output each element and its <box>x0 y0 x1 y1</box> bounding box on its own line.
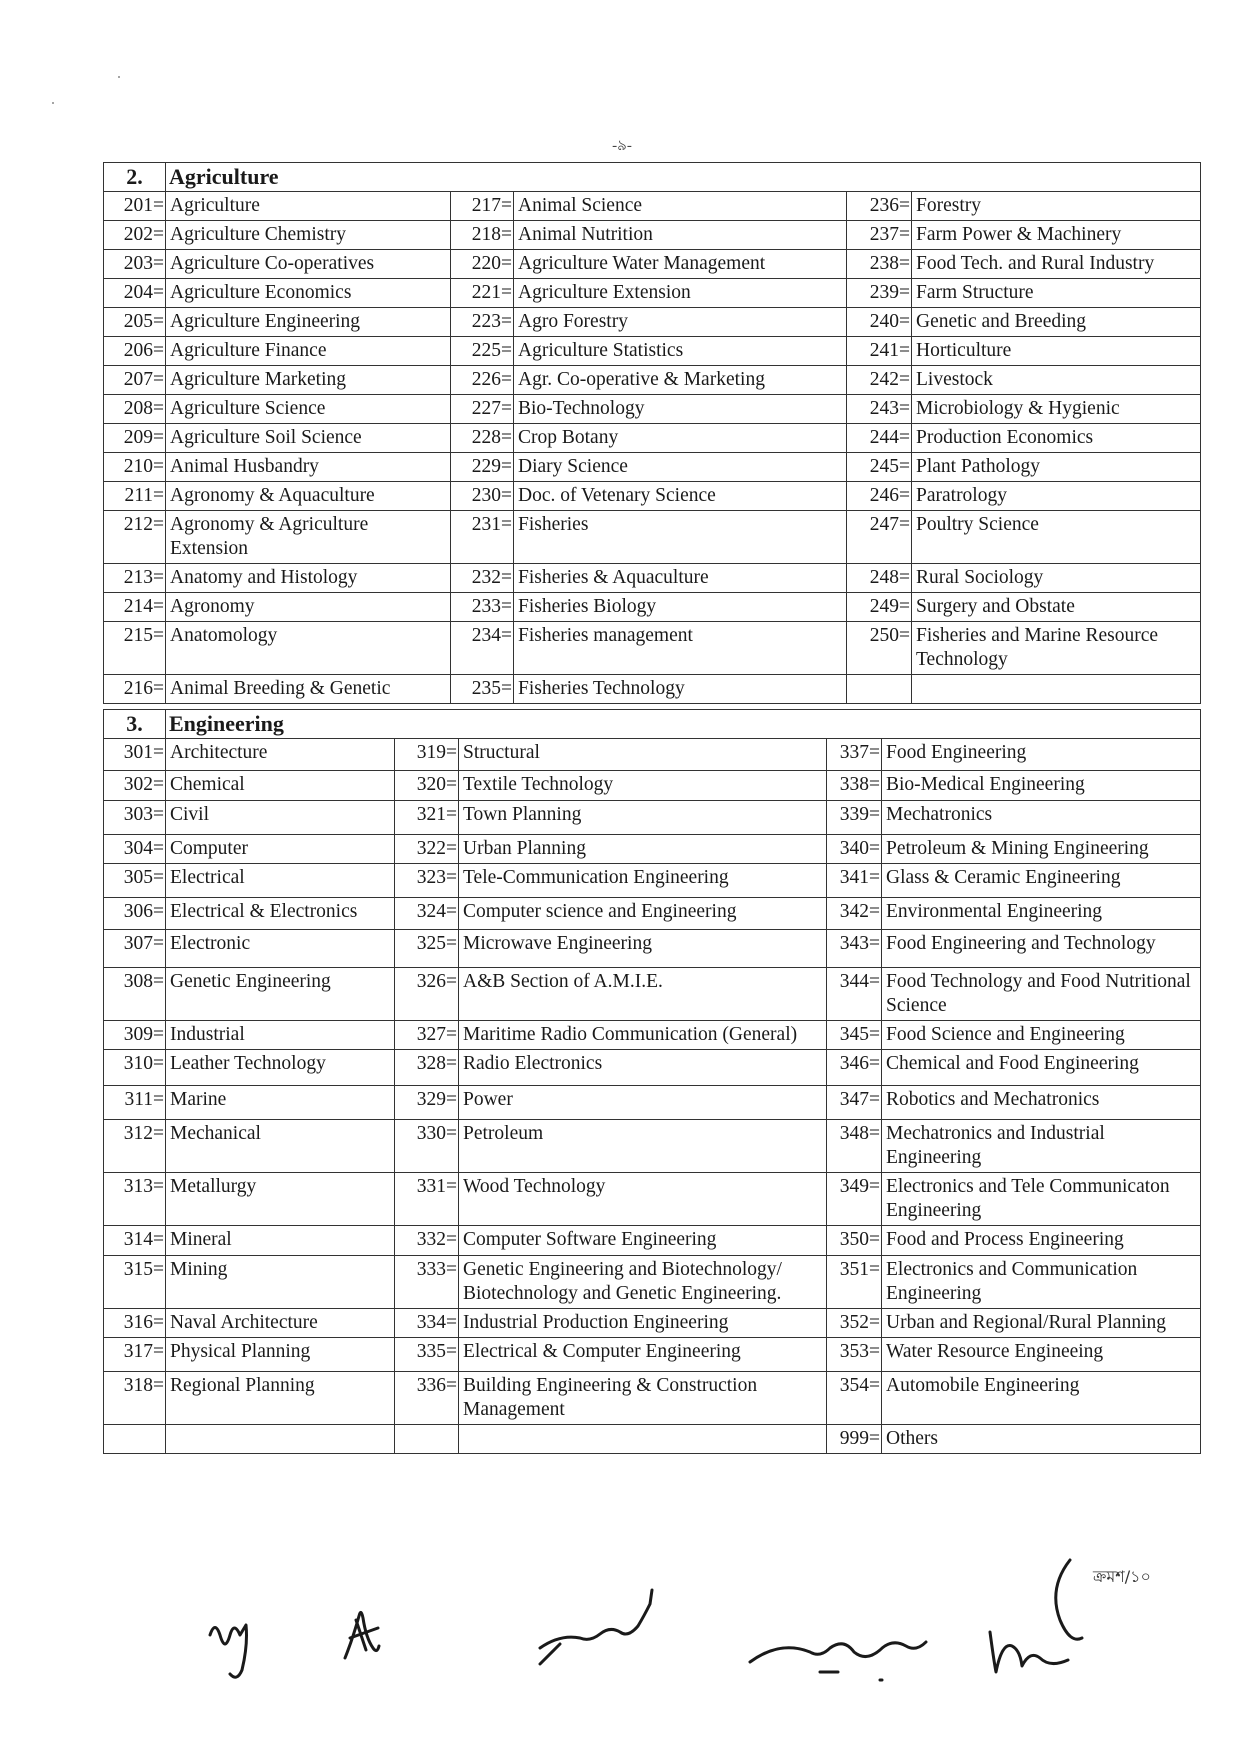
table-row <box>104 337 1201 366</box>
entry-code: 211= <box>104 482 166 511</box>
entry-label: Radio Electronics <box>459 1050 827 1086</box>
entry-code: 347= <box>827 1086 882 1120</box>
entry-code: 306= <box>104 898 166 930</box>
entry-label: Fisheries Technology <box>514 675 847 704</box>
entry-label: Mechatronics <box>882 801 1201 835</box>
entry-code: 321= <box>395 801 459 835</box>
entry-label <box>459 1425 827 1454</box>
scan-speck <box>118 76 120 78</box>
entry-label: Electronics and Communication Engineering <box>882 1256 1201 1309</box>
signature-3-icon <box>540 1590 652 1664</box>
entry-code: 228= <box>451 424 514 453</box>
entry-code: 343= <box>827 930 882 968</box>
entry-label: Farm Power & Machinery <box>912 221 1201 250</box>
entry-code: 308= <box>104 968 166 1021</box>
entry-label: Genetic Engineering and Biotechnology/ Biotechnology and Genetic Engineering. <box>459 1256 827 1309</box>
entry-label: Bio-Medical Engineering <box>882 771 1201 801</box>
entry-code: 202= <box>104 221 166 250</box>
entry-label: Microwave Engineering <box>459 930 827 968</box>
entry-label: Physical Planning <box>166 1338 395 1372</box>
entry-label: Others <box>882 1425 1201 1454</box>
entry-code: 348= <box>827 1120 882 1173</box>
entry-label: Agro Forestry <box>514 308 847 337</box>
entry-code: 317= <box>104 1338 166 1372</box>
entry-label: Diary Science <box>514 453 847 482</box>
entry-code: 339= <box>827 801 882 835</box>
table-row <box>104 968 1201 1021</box>
table-row <box>104 771 1201 801</box>
entry-code: 214= <box>104 593 166 622</box>
entry-label: Crop Botany <box>514 424 847 453</box>
entry-label: Maritime Radio Communication (General) <box>459 1021 827 1050</box>
entry-label: Agronomy & Aquaculture <box>166 482 451 511</box>
entry-label: Plant Pathology <box>912 453 1201 482</box>
entry-label <box>166 1425 395 1454</box>
entry-code: 231= <box>451 511 514 564</box>
entry-label: Mechatronics and Industrial Engineering <box>882 1120 1201 1173</box>
entry-label: Industrial Production Engineering <box>459 1309 827 1338</box>
entry-code: 217= <box>451 192 514 221</box>
section-number: 3. <box>104 710 166 739</box>
entry-code: 220= <box>451 250 514 279</box>
table-row <box>104 1256 1201 1309</box>
entry-code: 319= <box>395 739 459 771</box>
entry-label: Food Engineering <box>882 739 1201 771</box>
continued-note: ক্রমশ/১০ <box>1093 1567 1151 1586</box>
entry-code: 238= <box>847 250 912 279</box>
entry-label: Metallurgy <box>166 1173 395 1226</box>
entry-label: Computer <box>166 835 395 864</box>
entry-label: Food Tech. and Rural Industry <box>912 250 1201 279</box>
entry-label: Agriculture Extension <box>514 279 847 308</box>
entry-label: Textile Technology <box>459 771 827 801</box>
entry-code <box>395 1425 459 1454</box>
entry-code: 240= <box>847 308 912 337</box>
entry-code: 206= <box>104 337 166 366</box>
entry-label: Naval Architecture <box>166 1309 395 1338</box>
entry-label: Town Planning <box>459 801 827 835</box>
entry-label: Mechanical <box>166 1120 395 1173</box>
table-row <box>104 1120 1201 1173</box>
entry-code: 313= <box>104 1173 166 1226</box>
entry-code: 218= <box>451 221 514 250</box>
signature-2-icon <box>345 1612 379 1658</box>
entry-label: Farm Structure <box>912 279 1201 308</box>
entry-code: 338= <box>827 771 882 801</box>
section-header-row <box>104 163 1201 192</box>
engineering-table <box>103 709 1201 1454</box>
entry-label: Animal Science <box>514 192 847 221</box>
entry-label: Computer Software Engineering <box>459 1226 827 1256</box>
entry-code: 335= <box>395 1338 459 1372</box>
entry-code: 309= <box>104 1021 166 1050</box>
entry-code: 350= <box>827 1226 882 1256</box>
entry-code: 314= <box>104 1226 166 1256</box>
entry-label: Fisheries <box>514 511 847 564</box>
entry-label: Horticulture <box>912 337 1201 366</box>
entry-code: 353= <box>827 1338 882 1372</box>
table-row <box>104 801 1201 835</box>
entry-code: 212= <box>104 511 166 564</box>
entry-label: Production Economics <box>912 424 1201 453</box>
entry-code: 323= <box>395 864 459 898</box>
entry-code: 234= <box>451 622 514 675</box>
entry-code: 346= <box>827 1050 882 1086</box>
table-row <box>104 424 1201 453</box>
scan-speck <box>52 102 54 104</box>
entry-code: 226= <box>451 366 514 395</box>
entry-code: 342= <box>827 898 882 930</box>
entry-code: 221= <box>451 279 514 308</box>
entry-label: Poultry Science <box>912 511 1201 564</box>
entry-label: Marine <box>166 1086 395 1120</box>
page-number: -৯- <box>612 138 632 154</box>
entry-code: 246= <box>847 482 912 511</box>
table-row <box>104 864 1201 898</box>
entry-code: 999= <box>827 1425 882 1454</box>
entry-code: 304= <box>104 835 166 864</box>
entry-code: 311= <box>104 1086 166 1120</box>
entry-label: Structural <box>459 739 827 771</box>
entry-code: 235= <box>451 675 514 704</box>
entry-label: Electrical & Computer Engineering <box>459 1338 827 1372</box>
table-row <box>104 622 1201 675</box>
entry-label: Agronomy & Agriculture Extension <box>166 511 451 564</box>
entry-code: 320= <box>395 771 459 801</box>
entry-code: 325= <box>395 930 459 968</box>
entry-label: Mineral <box>166 1226 395 1256</box>
entry-label: Civil <box>166 801 395 835</box>
entry-code: 352= <box>827 1309 882 1338</box>
table-row <box>104 308 1201 337</box>
entry-code: 326= <box>395 968 459 1021</box>
signatures <box>0 1540 1244 1740</box>
entry-label: Tele-Communication Engineering <box>459 864 827 898</box>
entry-label: Agriculture Water Management <box>514 250 847 279</box>
table-row <box>104 221 1201 250</box>
entry-code: 354= <box>827 1372 882 1425</box>
entry-label: A&B Section of A.M.I.E. <box>459 968 827 1021</box>
entry-label: Leather Technology <box>166 1050 395 1086</box>
entry-label: Automobile Engineering <box>882 1372 1201 1425</box>
entry-code: 340= <box>827 835 882 864</box>
table-row <box>104 366 1201 395</box>
table-row <box>104 1338 1201 1372</box>
table-row <box>104 453 1201 482</box>
entry-code: 208= <box>104 395 166 424</box>
entry-label: Fisheries management <box>514 622 847 675</box>
entry-label: Electronic <box>166 930 395 968</box>
table-row <box>104 1226 1201 1256</box>
entry-label: Agriculture Chemistry <box>166 221 451 250</box>
entry-code: 344= <box>827 968 882 1021</box>
table-row <box>104 898 1201 930</box>
entry-label: Doc. of Vetenary Science <box>514 482 847 511</box>
entry-code: 315= <box>104 1256 166 1309</box>
entry-code: 305= <box>104 864 166 898</box>
table-row <box>104 482 1201 511</box>
entry-code: 331= <box>395 1173 459 1226</box>
entry-label: Agriculture Marketing <box>166 366 451 395</box>
entry-label: Forestry <box>912 192 1201 221</box>
entry-label: Computer science and Engineering <box>459 898 827 930</box>
entry-code: 250= <box>847 622 912 675</box>
entry-code: 239= <box>847 279 912 308</box>
entry-label: Electronics and Tele Communicaton Engineering <box>882 1173 1201 1226</box>
entry-label: Industrial <box>166 1021 395 1050</box>
entry-label: Agriculture Statistics <box>514 337 847 366</box>
entry-code: 216= <box>104 675 166 704</box>
entry-code: 247= <box>847 511 912 564</box>
entry-label: Agriculture Economics <box>166 279 451 308</box>
entry-label: Urban and Regional/Rural Planning <box>882 1309 1201 1338</box>
entry-label: Rural Sociology <box>912 564 1201 593</box>
entry-code: 229= <box>451 453 514 482</box>
entry-code: 230= <box>451 482 514 511</box>
entry-label: Chemical <box>166 771 395 801</box>
entry-code: 233= <box>451 593 514 622</box>
entry-label: Anatomology <box>166 622 451 675</box>
entry-code: 209= <box>104 424 166 453</box>
entry-label: Animal Nutrition <box>514 221 847 250</box>
entry-code: 303= <box>104 801 166 835</box>
entry-label: Glass & Ceramic Engineering <box>882 864 1201 898</box>
entry-label: Building Engineering & Construction Management <box>459 1372 827 1425</box>
entry-code: 223= <box>451 308 514 337</box>
entry-label: Paratrology <box>912 482 1201 511</box>
entry-code <box>104 1425 166 1454</box>
table-row <box>104 1086 1201 1120</box>
entry-code: 243= <box>847 395 912 424</box>
entry-label: Electrical <box>166 864 395 898</box>
signature-5-icon <box>990 1560 1082 1672</box>
entry-code: 307= <box>104 930 166 968</box>
entry-label: Bio-Technology <box>514 395 847 424</box>
table-row <box>104 564 1201 593</box>
agriculture-table <box>103 162 1201 704</box>
entry-label: Food Engineering and Technology <box>882 930 1201 968</box>
table-row <box>104 739 1201 771</box>
entry-code: 225= <box>451 337 514 366</box>
entry-code: 249= <box>847 593 912 622</box>
table-row <box>104 395 1201 424</box>
entry-code: 236= <box>847 192 912 221</box>
entry-label: Mining <box>166 1256 395 1309</box>
entry-code: 248= <box>847 564 912 593</box>
table-row <box>104 835 1201 864</box>
entry-code: 201= <box>104 192 166 221</box>
entry-label: Agriculture Co-operatives <box>166 250 451 279</box>
table-row <box>104 1425 1201 1454</box>
entry-code: 227= <box>451 395 514 424</box>
entry-label: Microbiology & Hygienic <box>912 395 1201 424</box>
entry-code: 204= <box>104 279 166 308</box>
entry-code: 301= <box>104 739 166 771</box>
entry-label: Power <box>459 1086 827 1120</box>
entry-label: Surgery and Obstate <box>912 593 1201 622</box>
entry-label: Fisheries & Aquaculture <box>514 564 847 593</box>
entry-label <box>912 675 1201 704</box>
entry-label: Agronomy <box>166 593 451 622</box>
table-row <box>104 279 1201 308</box>
entry-code: 237= <box>847 221 912 250</box>
entry-code: 330= <box>395 1120 459 1173</box>
entry-code: 336= <box>395 1372 459 1425</box>
entry-label: Genetic Engineering <box>166 968 395 1021</box>
entry-label: Fisheries and Marine Resource Technology <box>912 622 1201 675</box>
entry-code: 210= <box>104 453 166 482</box>
entry-label: Electrical & Electronics <box>166 898 395 930</box>
table-row <box>104 930 1201 968</box>
entry-code: 328= <box>395 1050 459 1086</box>
section-title: Engineering <box>166 710 1201 739</box>
table-row <box>104 1021 1201 1050</box>
table-row <box>104 192 1201 221</box>
entry-code: 241= <box>847 337 912 366</box>
entry-code <box>847 675 912 704</box>
entry-code: 329= <box>395 1086 459 1120</box>
entry-code: 324= <box>395 898 459 930</box>
entry-code: 215= <box>104 622 166 675</box>
entry-label: Agriculture Science <box>166 395 451 424</box>
entry-label: Architecture <box>166 739 395 771</box>
entry-label: Food Science and Engineering <box>882 1021 1201 1050</box>
entry-code: 310= <box>104 1050 166 1086</box>
entry-code: 302= <box>104 771 166 801</box>
entry-code: 345= <box>827 1021 882 1050</box>
entry-code: 242= <box>847 366 912 395</box>
entry-label: Livestock <box>912 366 1201 395</box>
entry-label: Environmental Engineering <box>882 898 1201 930</box>
entry-label: Fisheries Biology <box>514 593 847 622</box>
table-row <box>104 1309 1201 1338</box>
table-row <box>104 1372 1201 1425</box>
entry-label: Animal Breeding & Genetic <box>166 675 451 704</box>
signature-4-icon <box>750 1642 926 1680</box>
entry-label: Agr. Co-operative & Marketing <box>514 366 847 395</box>
entry-code: 244= <box>847 424 912 453</box>
entry-code: 205= <box>104 308 166 337</box>
entry-code: 322= <box>395 835 459 864</box>
entry-code: 341= <box>827 864 882 898</box>
entry-code: 332= <box>395 1226 459 1256</box>
entry-code: 327= <box>395 1021 459 1050</box>
entry-code: 349= <box>827 1173 882 1226</box>
entry-code: 312= <box>104 1120 166 1173</box>
entry-code: 207= <box>104 366 166 395</box>
section-number: 2. <box>104 163 166 192</box>
section-header-row <box>104 710 1201 739</box>
entry-code: 232= <box>451 564 514 593</box>
entry-code: 245= <box>847 453 912 482</box>
entry-label: Petroleum <box>459 1120 827 1173</box>
entry-code: 334= <box>395 1309 459 1338</box>
entry-code: 337= <box>827 739 882 771</box>
entry-label: Anatomy and Histology <box>166 564 451 593</box>
table-row <box>104 511 1201 564</box>
entry-label: Urban Planning <box>459 835 827 864</box>
entry-label: Agriculture <box>166 192 451 221</box>
entry-label: Regional Planning <box>166 1372 395 1425</box>
table-row <box>104 1050 1201 1086</box>
table-row <box>104 593 1201 622</box>
entry-code: 203= <box>104 250 166 279</box>
entry-code: 213= <box>104 564 166 593</box>
entry-code: 351= <box>827 1256 882 1309</box>
table-row <box>104 1173 1201 1226</box>
entry-label: Agriculture Finance <box>166 337 451 366</box>
entry-code: 318= <box>104 1372 166 1425</box>
entry-label: Food Technology and Food Nutritional Science <box>882 968 1201 1021</box>
entry-label: Water Resource Engineeing <box>882 1338 1201 1372</box>
entry-label: Petroleum & Mining Engineering <box>882 835 1201 864</box>
entry-label: Food and Process Engineering <box>882 1226 1201 1256</box>
entry-label: Agriculture Soil Science <box>166 424 451 453</box>
table-row <box>104 675 1201 704</box>
entry-label: Animal Husbandry <box>166 453 451 482</box>
entry-label: Agriculture Engineering <box>166 308 451 337</box>
entry-label: Wood Technology <box>459 1173 827 1226</box>
entry-code: 333= <box>395 1256 459 1309</box>
entry-code: 316= <box>104 1309 166 1338</box>
entry-label: Chemical and Food Engineering <box>882 1050 1201 1086</box>
table-row <box>104 250 1201 279</box>
section-title: Agriculture <box>166 163 1201 192</box>
signature-1-icon <box>210 1625 247 1677</box>
entry-label: Robotics and Mechatronics <box>882 1086 1201 1120</box>
entry-label: Genetic and Breeding <box>912 308 1201 337</box>
